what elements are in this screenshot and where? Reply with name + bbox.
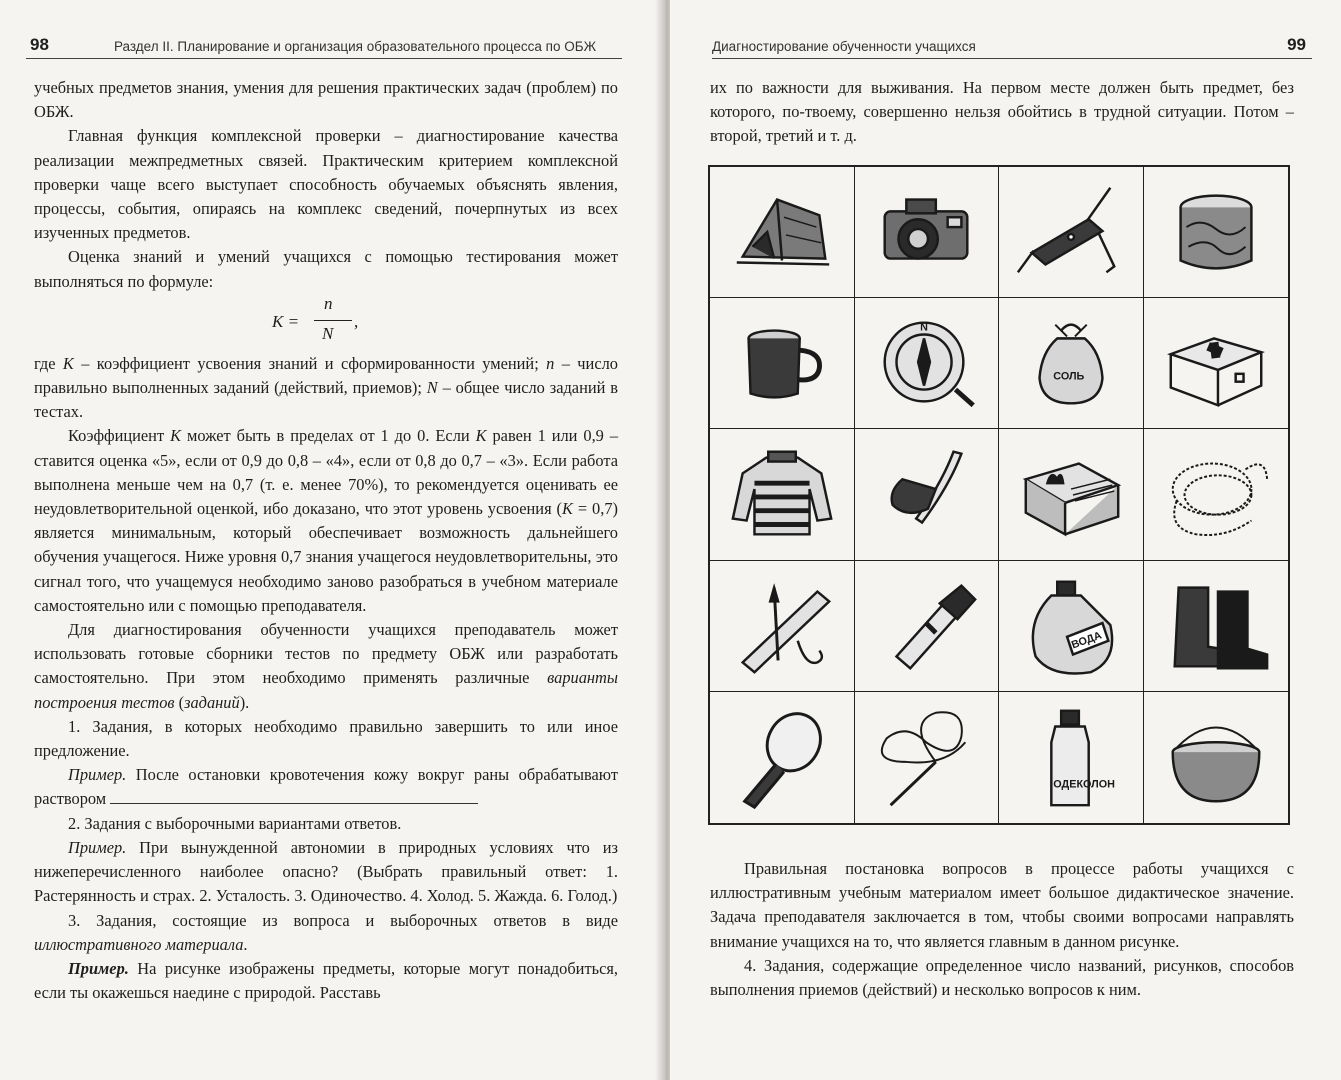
compass-icon [867,308,985,418]
figure-cell [855,167,1000,298]
axe-icon [867,439,985,549]
paragraph: 4. Задания, содержащие определенное число названий, рисунков, способов выполнения приемов (действий) и несколько вопросов к ним. [710,955,1294,1000]
figure-cell [710,692,855,823]
answer-blank-line [110,789,478,804]
cooking-pot-icon [1157,702,1275,812]
mirror-icon [723,702,841,812]
paragraph: Пример. На рисунке изображены предметы, которые могут понадобиться, если ты окажешься наедине с природой. Расставь [34,958,618,1003]
right-text-column-bottom [710,857,1294,1002]
rope-icon [1157,439,1275,549]
right-page-number: 99 [1287,35,1306,54]
paragraph: Оценка знаний и умений учащихся с помощью тестирования может выполняться по формуле: [34,247,618,291]
figure-cell [999,298,1144,429]
matchbox-icon [1012,439,1130,549]
paragraph: Пример. После остановки кровотечения кожу вокруг раны обрабатывают раствором [34,765,618,809]
formula-lhs: K = [272,311,300,331]
paragraph: 2. Задания с выборочными вариантами ответов. [68,813,402,833]
flashlight-icon [867,571,985,681]
paragraph: их по важности для выживания. На первом месте должен быть предмет, без которого, по-твоему, совершенно нельзя обойтись в трудной ситуации. Потом – второй, третий и т. д. [710,78,1294,146]
figure-cell [999,429,1144,560]
water-label: ВОДА [1069,629,1104,652]
cologne-bottle-icon [1012,702,1130,812]
figure-cell [710,561,855,692]
salt-bag-icon [1012,308,1130,418]
paragraph: 1. Задания, в которых необходимо правильно завершить то или иное предложение. [34,716,618,761]
rubber-boots-icon [1157,571,1275,681]
paragraph: Правильная постановка вопросов в процессе работы учащихся с иллюстративным учебным материалом имеет большое дидактическое значение. Задача преподавателя заключается в том, чтобы своими вопросами направлять внимание учащихся на то, что является главным в данном рисунке. [710,859,1294,951]
formula-denominator: N [322,323,334,343]
paragraph: Пример. При вынужденной автономии в природных условиях что из нижеперечисленного наиболее опасно? (Выбрать правильный ответ: 1. Растерянность и страх. 2. Усталость. 3. Одиночество. 4. Холод. 5. Жажда. 6. Голод.) [34,837,618,906]
figure-cell [999,692,1144,823]
svg-text:N: N [920,321,929,334]
sweater-icon [723,439,841,549]
canned-food-icon [1157,177,1275,287]
right-text-column [710,76,1294,149]
left-page-number: 98 [30,35,49,54]
figure-cell [1144,692,1289,823]
paragraph: Главная функция комплексной проверки – диагностирование качества реализации межпредметных связей. Практическим критерием комплексной проверки чаще всего выступает способность обучаемых объяснять явления, процессы, события, опираясь на комплекс сведений, почерпнутых из всех изученных предметов. [34,126,618,243]
paragraph: 3. Задания, состоящие из вопроса и выборочных ответов в виде иллюстративного материала. [34,910,618,954]
pocket-knife-icon [1012,177,1130,287]
figure-cell [855,692,1000,823]
right-header-title: Диагностирование обученности учащихся [712,39,976,54]
water-flask-icon [1012,571,1130,681]
survival-items-figure [708,165,1290,825]
formula-comma: , [354,311,359,331]
figure-cell [1144,429,1289,560]
needle-thread-icon [867,702,985,812]
left-page-header [26,34,622,59]
figure-cell [1144,561,1289,692]
camera-icon [867,177,985,287]
right-page-header [712,34,1312,59]
figure-cell [855,561,1000,692]
figure-cell [1144,167,1289,298]
left-text-column [34,76,618,1005]
figure-cell [855,298,1000,429]
figure-cell [710,429,855,560]
mug-icon [723,308,841,418]
paragraph: Коэффициент K может быть в пределах от 1 до 0. Если K равен 1 или 0,9 – ставится оценка «5», если от 0,9 до 0,8 – «4», если от 0,8 до 0,7 – «3». Если работа выполнена меньше чем на 0,7 (т. е. менее 70%), то рекомендуется оценивать ее неудовлетворительной оценкой, ибо доказано, что этот уровень усвоения (K = 0,7) является минимальным, который обеспечивает возможность дальнейшего обучения учащегося. Ниже уровня 0,7 знания учащегося неудовлетворительны, это сигнал того, что учащемуся необходимо заново разобраться в учебном материале самостоятельно или с помощью преподавателя. [34,426,619,615]
fishing-rod-icon [723,571,841,681]
figure-cell [855,429,1000,560]
left-page [0,0,662,1080]
cologne-label: ОДЕКОЛОН [1053,778,1115,791]
fraction-bar [314,320,352,321]
left-header-title: Раздел II. Планирование и организация образовательного процесса по ОБЖ [114,39,597,54]
figure-cell [710,298,855,429]
tent-icon [723,177,841,287]
formula [34,294,618,352]
figure-cell [999,167,1144,298]
paragraph: где K – коэффициент усвоения знаний и сформированности умений; n – число правильно выполненных заданий (действий, приемов); N – общее число заданий в тестах. [34,353,618,422]
first-aid-kit-icon [1157,308,1275,418]
figure-cell [999,561,1144,692]
salt-label: СОЛЬ [1053,370,1085,383]
figure-cell [1144,298,1289,429]
figure-cell [710,167,855,298]
paragraph: учебных предметов знания, умения для решения практических задач (проблем) по ОБЖ. [34,78,618,122]
formula-numerator: n [324,293,333,313]
paragraph: Для диагностирования обученности учащихся преподаватель может использовать готовые сборники тестов по предмету ОБЖ или разработать самостоятельно. При этом необходимо применять различные варианты построения тестов (заданий). [34,620,618,712]
